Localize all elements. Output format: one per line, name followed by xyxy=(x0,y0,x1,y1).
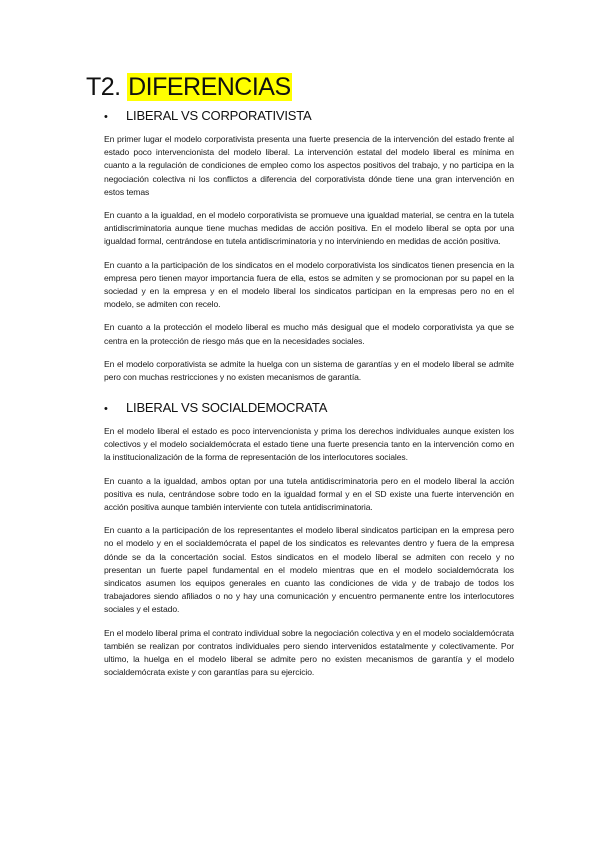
page-title xyxy=(86,70,292,104)
paragraph: En el modelo liberal el estado es poco intervencionista y prima los derechos individuales aunque existen los colectivos y el modelo socialdemócrata el estado tiene una fuerte presencia tanto en la intervención como en la institucionalización de la forma de representación de los interlocutores sociales. xyxy=(104,426,514,463)
title-highlighted: DIFERENCIAS xyxy=(128,73,291,101)
section-body-2 xyxy=(104,425,514,679)
section-heading-liberal-vs-socialdemocrata xyxy=(104,400,327,415)
section-heading-liberal-vs-corporativista xyxy=(104,108,311,123)
paragraph: En el modelo corporativista se admite la huelga con un sistema de garantías y en el modelo liberal se admite pero con muchas restricciones y no existen mecanismos de garantía. xyxy=(104,358,514,383)
title-prefix: T2. xyxy=(86,73,121,101)
section-heading-text: LIBERAL VS CORPORATIVISTA xyxy=(126,108,312,123)
bullet-icon: • xyxy=(104,403,108,415)
section-heading-text: LIBERAL VS SOCIALDEMOCRATA xyxy=(126,400,328,415)
paragraph: En cuanto a la protección el modelo liberal es mucho más desigual que el modelo corporativista ya que se centra en la protección de riesgo más que en la necesidades sociales. xyxy=(104,322,514,346)
section-body-1 xyxy=(104,133,514,384)
paragraph: En primer lugar el modelo corporativista presenta una fuerte presencia de la intervención del estado frente al estado poco intervencionista del modelo liberal. La intervención estatal del modelo liberal es mínima en cuanto a la regulación de condiciones de empleo como los aspectos positivos del trabajo, y no participa en la negociación colectiva ni los conflictos a diferencia del corporativista dónde tiene una gran intervención en estos temas xyxy=(104,134,514,197)
paragraph: En el modelo liberal prima el contrato individual sobre la negociación colectiva y en el modelo socialdemócrata también se realizan por contratos individuales pero siendo intervenidos estatalmente y colectivamente. Por ultimo, la huelga en el modelo liberal se admite pero no existen mecanismos de garantía y el modelo socialdemócrata existe y con garantías para su ejercicio. xyxy=(104,627,514,678)
bullet-icon: • xyxy=(104,111,108,123)
paragraph: En cuanto a la igualdad, ambos optan por una tutela antidiscriminatoria pero en el modelo liberal la acción positiva es nula, centrándose sobre todo en la igualdad formal y en el SD existe una fuerte intervención en acción positiva aunque también interviente con tutela antidiscriminatoria. xyxy=(104,475,514,513)
paragraph: En cuanto a la participación de los sindicatos en el modelo corporativista los sindicatos tienen presencia en la empresa pero tienen mayor importancia fuera de ella, estos se admiten y se promocionan por su papel en la sociedad y en la empresa y en el modelo liberal los sindicatos participan en la empresas pero no en el modelo, se admiten con recelo. xyxy=(104,259,514,310)
paragraph: En cuanto a la igualdad, en el modelo corporativista se promueve una igualdad material, se centra en la tutela antidiscriminatoria aunque tiene muchas medidas de acción positiva. En el modelo liberal se opta por una igualdad formal, centrándose en tutela antidiscriminatoria y no interviniendo en medidas de acción positiva. xyxy=(104,210,514,247)
paragraph: En cuanto a la participación de los representantes el modelo liberal sindicatos participan en la empresa pero no el modelo y en el socialdemócrata el papel de los sindicatos es relevantes dentro y fuera de la empresa dónde se da la concertación social. Estos sindicatos en el modelo liberal se admiten con recelo y no presentan un fuerte papel fundamental en el modelo mientras que en el modelo socialdemócrata los sindicatos asumen los equipos generales en cuanto las condiciones de vida y de trabajo de todos los trabajadores siendo afiliados o no y hay una comunicación y encuentro permanente entre los interlocutores sociales y el estado. xyxy=(104,525,514,615)
